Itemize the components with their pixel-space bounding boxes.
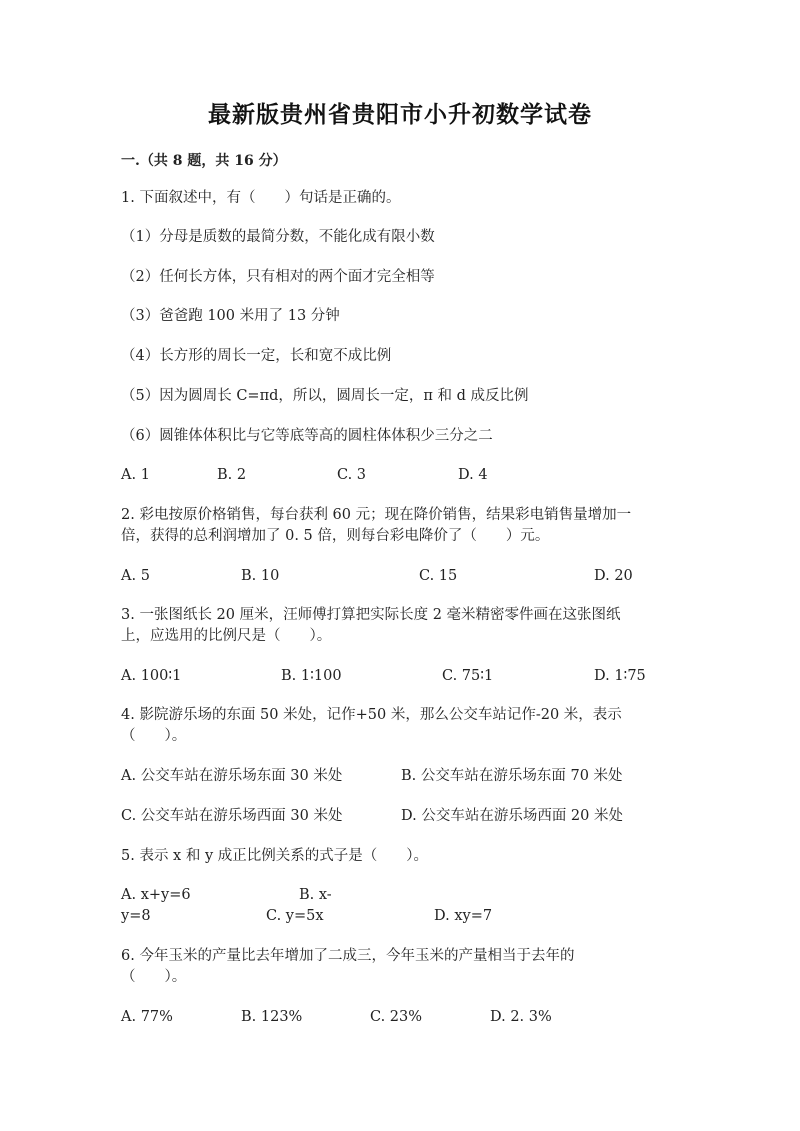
question-1-option-b: B. 2 (217, 467, 247, 483)
question-4-option-b: B. 公交车站在游乐场东面 70 米处 (401, 768, 623, 784)
question-4-option-c: C. 公交车站在游乐场西面 30 米处 (121, 808, 343, 824)
question-3-option-b: B. 1∶100 (281, 668, 342, 684)
section-heading: 一.（共 8 题，共 16 分） (121, 153, 287, 169)
question-2-option-d: D. 20 (594, 568, 633, 584)
page-title: 最新版贵州省贵阳市小升初数学试卷 (208, 101, 592, 128)
question-5-stem: 5. 表示 x 和 y 成正比例关系的式子是（ ）。 (121, 848, 428, 864)
question-2-stem-line1: 2. 彩电按原价格销售，每台获利 60 元；现在降价销售，结果彩电销售量增加一 (121, 507, 632, 523)
question-3-stem-line2: 上，应选用的比例尺是（ ）。 (121, 628, 332, 644)
question-6-option-c: C. 23% (370, 1009, 423, 1025)
question-1-option-d: D. 4 (458, 467, 488, 483)
question-6-option-b: B. 123% (241, 1009, 303, 1025)
question-5-option-b-continued: y=8 (121, 908, 151, 924)
question-6-stem-line2: （ ）。 (121, 969, 187, 985)
question-3-stem-line1: 3. 一张图纸长 20 厘米，汪师傅打算把实际长度 2 毫米精密零件画在这张图纸 (121, 607, 621, 623)
question-1-statement: （6）圆锥体体积比与它等底等高的圆柱体体积少三分之二 (121, 428, 493, 444)
question-1-statement: （4）长方形的周长一定，长和宽不成比例 (121, 348, 392, 364)
question-3-option-c: C. 75∶1 (442, 668, 494, 684)
question-1-statement: （3）爸爸跑 100 米用了 13 分钟 (121, 308, 340, 324)
question-3-option-d: D. 1∶75 (594, 668, 646, 684)
question-5-option-b: B. x- (299, 887, 332, 903)
question-5-option-a: A. x+y=6 (121, 887, 191, 903)
question-2-option-c: C. 15 (419, 568, 458, 584)
question-3-option-a: A. 100∶1 (121, 668, 182, 684)
question-6-stem-line1: 6. 今年玉米的产量比去年增加了二成三，今年玉米的产量相当于去年的 (121, 948, 575, 964)
question-6-option-a: A. 77% (121, 1009, 173, 1025)
question-1-statement: （1）分母是质数的最简分数，不能化成有限小数 (121, 229, 435, 245)
question-2-option-b: B. 10 (241, 568, 280, 584)
question-6-option-d: D. 2. 3% (490, 1009, 552, 1025)
question-5-option-d: D. xy=7 (434, 908, 493, 924)
question-1-statement: （5）因为圆周长 C=πd，所以，圆周长一定，π 和 d 成反比例 (121, 388, 529, 404)
question-1-option-c: C. 3 (337, 467, 367, 483)
question-4-option-d: D. 公交车站在游乐场西面 20 米处 (401, 808, 623, 824)
question-1-option-a: A. 1 (121, 467, 150, 483)
question-5-option-c: C. y=5x (266, 908, 324, 924)
question-4-stem-line1: 4. 影院游乐场的东面 50 米处，记作+50 米，那么公交车站记作-20 米，表示 (121, 707, 622, 723)
question-1-stem: 1. 下面叙述中，有（ ）句话是正确的。 (121, 190, 401, 206)
question-2-stem-line2: 倍，获得的总利润增加了 0. 5 倍，则每台彩电降价了（ ）元。 (121, 528, 550, 544)
question-4-option-a: A. 公交车站在游乐场东面 30 米处 (121, 768, 343, 784)
question-1-statement: （2）任何长方体，只有相对的两个面才完全相等 (121, 269, 435, 285)
question-4-stem-line2: （ ）。 (121, 728, 187, 744)
question-2-option-a: A. 5 (121, 568, 150, 584)
